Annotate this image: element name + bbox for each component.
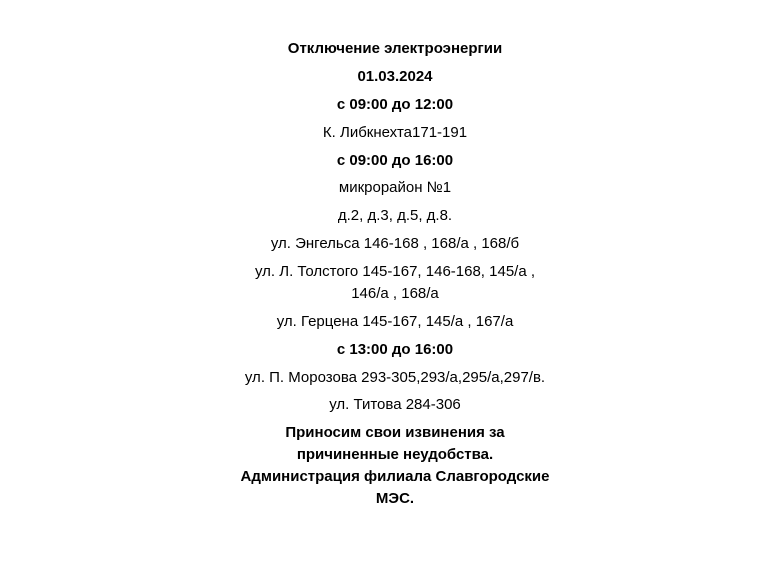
signature-line-2: МЭС. (375, 490, 415, 507)
apology-line-2: причиненные неудобства. (296, 446, 494, 463)
address-tolstogo-line-2: 146/а , 168/а (351, 285, 439, 302)
house-numbers: д.2, д.3, д.5, д.8. (337, 207, 453, 224)
address-morozova: ул. П. Морозова 293-305,293/а,295/а,297/в. (244, 369, 546, 386)
address-engelsa: ул. Энгельса 146-168 , 168/а , 168/б (270, 235, 520, 252)
time-period-3: с 13:00 до 16:00 (336, 341, 454, 358)
address-gertsena: ул. Герцена 145-167, 145/а , 167/а (276, 313, 514, 330)
address-tolstogo-line-1: ул. Л. Толстого 145-167, 146-168, 145/а , (254, 263, 536, 280)
time-period-1: с 09:00 до 12:00 (336, 96, 454, 113)
district-name: микрорайон №1 (338, 179, 452, 196)
signature-line-1: Администрация филиала Славгородские (240, 468, 550, 485)
notice-date: 01.03.2024 (357, 68, 433, 85)
apology-line-1: Приносим свои извинения за (285, 424, 505, 441)
address-liebknecht: К. Либкнехта171-191 (322, 124, 468, 141)
notice-title: Отключение электроэнергии (287, 40, 503, 57)
time-period-2: с 09:00 до 16:00 (336, 152, 454, 169)
address-titova: ул. Титова 284-306 (329, 396, 461, 413)
